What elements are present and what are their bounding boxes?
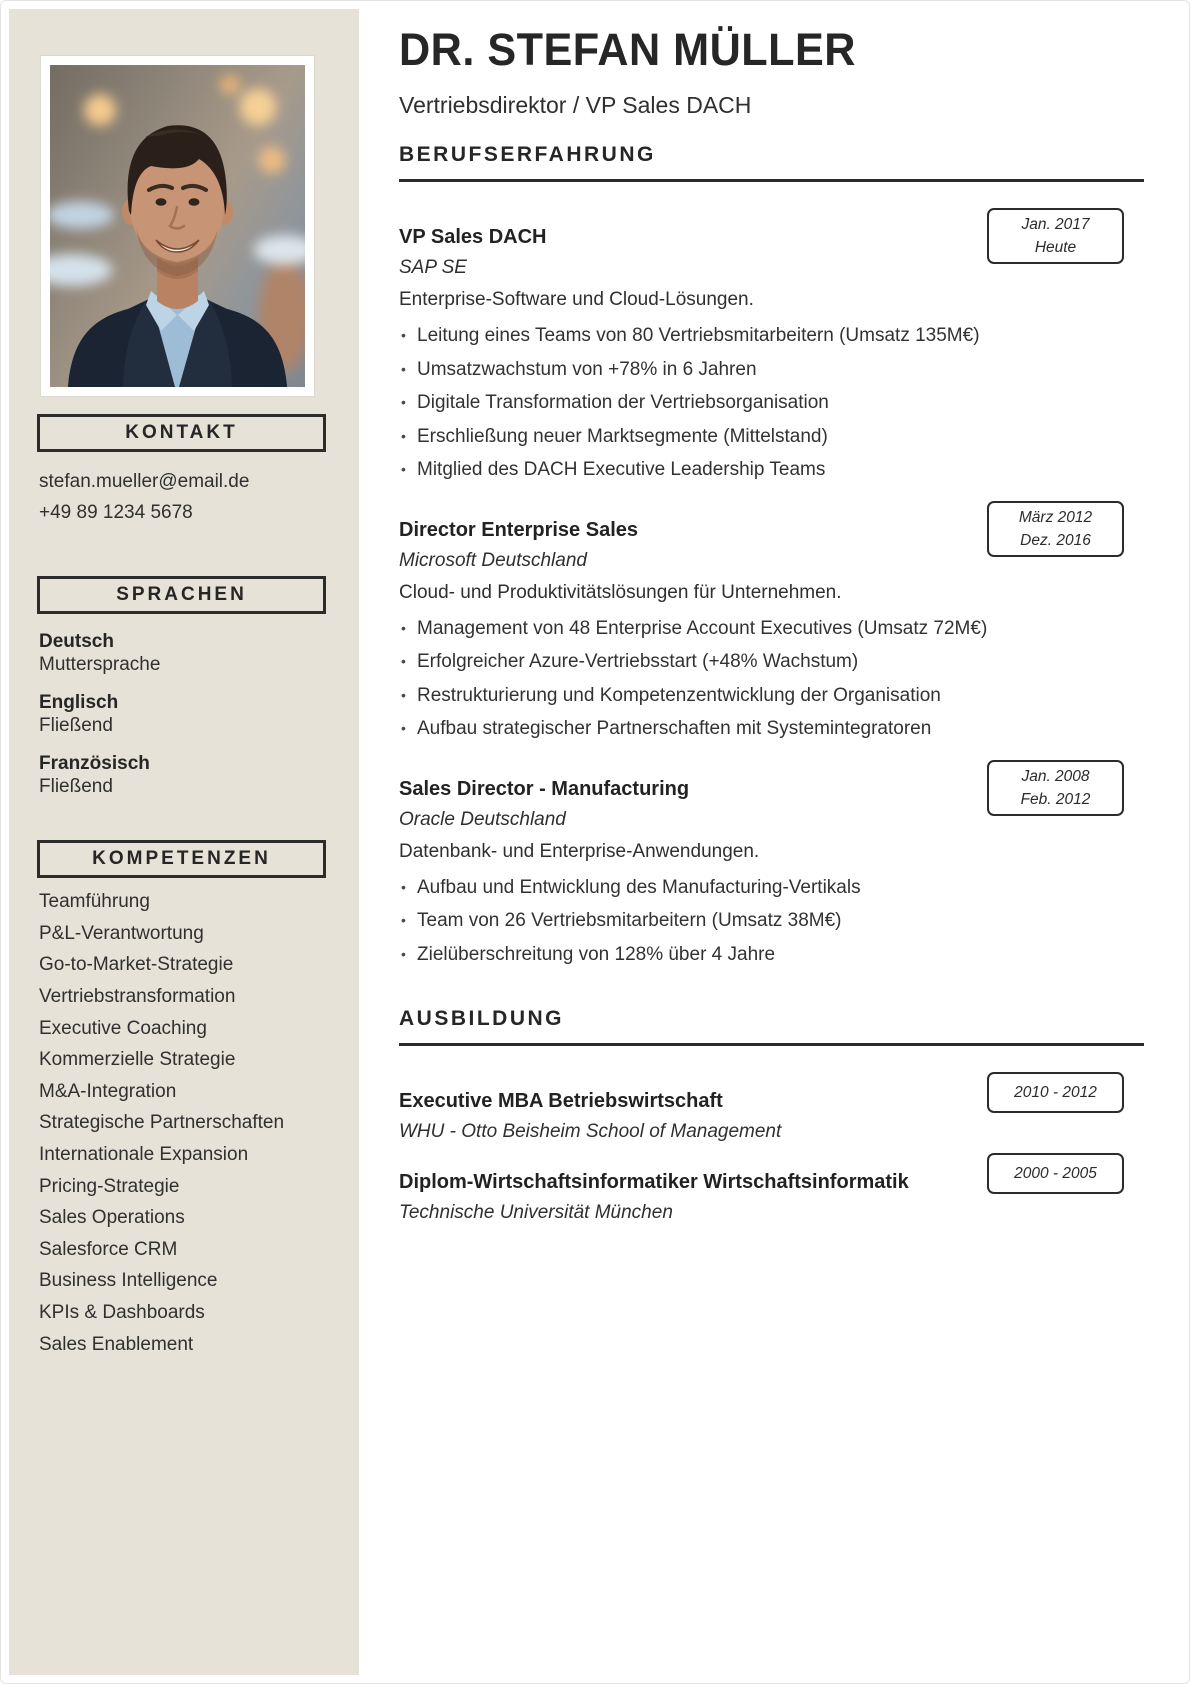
skill-item: Sales Enablement [39, 1333, 194, 1355]
language-item [39, 691, 334, 737]
contact-email: stefan.mueller@email.de [39, 471, 250, 492]
job-title: Sales Director - Manufacturing [399, 777, 690, 800]
language-name: Deutsch [39, 631, 114, 652]
skill-item: Pricing-Strategie [39, 1175, 180, 1197]
education-section [399, 1007, 1144, 1226]
profile-photo [50, 65, 305, 387]
person-name: DR. STEFAN MÜLLER [399, 24, 856, 75]
sidebar [9, 9, 359, 1675]
job-date-badge [987, 760, 1124, 816]
profile-photo-frame [41, 56, 314, 396]
education-heading: AUSBILDUNG [399, 1007, 1144, 1046]
skill-item: P&L-Verantwortung [39, 922, 204, 944]
skill-item: Internationale Expansion [39, 1144, 249, 1166]
skill-item: Kommerzielle Strategie [39, 1049, 236, 1071]
language-item [39, 752, 334, 798]
experience-heading: BERUFSERFAHRUNG [399, 143, 1144, 182]
skills-list [37, 886, 334, 1360]
job-bullet: • Erschließung neuer Marktsegmente (Mittelstand) [399, 420, 1144, 454]
skills-heading-box [37, 840, 326, 878]
date-end: Feb. 2012 [1020, 790, 1091, 808]
job-bullet: • Aufbau und Entwicklung des Manufacturing-Vertikals [399, 871, 1144, 905]
language-item [39, 630, 334, 676]
skill-item: Teamführung [39, 891, 150, 913]
skill-item: Salesforce CRM [39, 1238, 178, 1260]
job-bullets [399, 612, 1144, 746]
education-date-badge: 2000 - 2005 [987, 1153, 1124, 1194]
education-school: WHU - Otto Beisheim School of Management [399, 1121, 782, 1142]
skill-item: Go-to-Market-Strategie [39, 954, 234, 976]
job-bullets [399, 319, 1144, 487]
job-description: Datenbank- und Enterprise-Anwendungen. [399, 840, 760, 862]
job-company: Microsoft Deutschland [399, 549, 587, 571]
language-level: Fließend [39, 776, 113, 797]
education-date-badge: 2010 - 2012 [987, 1072, 1124, 1113]
skill-item: Sales Operations [39, 1207, 185, 1229]
contact-phone: +49 89 1234 5678 [39, 502, 193, 523]
job-entry [399, 508, 1144, 746]
date-start: Jan. 2017 [1021, 216, 1090, 233]
job-bullet: • Digitale Transformation der Vertriebsorganisation [399, 386, 1144, 420]
job-date-badge [987, 208, 1124, 264]
job-bullet: • Aufbau strategischer Partnerschaften mit Systemintegratoren [399, 712, 1144, 746]
skill-item: Executive Coaching [39, 1017, 207, 1039]
job-bullet: • Umsatzwachstum von +78% in 6 Jahren [399, 353, 1144, 387]
skill-item: Strategische Partnerschaften [39, 1112, 285, 1134]
contact-heading-box [37, 414, 326, 452]
job-bullet: • Restrukturierung und Kompetenzentwicklung der Organisation [399, 679, 1144, 713]
job-description: Cloud- und Produktivitätslösungen für Unternehmen. [399, 581, 842, 603]
education-entry [399, 1165, 1144, 1226]
skill-item: Business Intelligence [39, 1270, 218, 1292]
skill-item: M&A-Integration [39, 1080, 177, 1102]
job-bullet: • Erfolgreicher Azure-Vertriebsstart (+48% Wachstum) [399, 645, 1144, 679]
date-end: Dez. 2016 [1020, 531, 1091, 549]
job-description: Enterprise-Software und Cloud-Lösungen. [399, 289, 754, 310]
job-date-badge [987, 501, 1124, 557]
job-bullet: • Mitglied des DACH Executive Leadership Teams [399, 453, 1144, 487]
languages-heading-box [37, 576, 326, 614]
job-bullets [399, 871, 1144, 972]
skill-item: KPIs & Dashboards [39, 1302, 205, 1324]
job-entry [399, 767, 1144, 972]
job-title: Director Enterprise Sales [399, 518, 638, 541]
language-level: Fließend [39, 715, 113, 736]
skill-item: Vertriebstransformation [39, 986, 236, 1008]
languages-list [37, 630, 334, 798]
job-company: SAP SE [399, 257, 467, 278]
education-school: Technische Universität München [399, 1202, 673, 1223]
language-level: Muttersprache [39, 654, 161, 675]
portrait-illustration [50, 65, 305, 387]
date-end: Heute [1034, 239, 1077, 256]
job-bullet: • Zielüberschreitung von 128% über 4 Jahre [399, 938, 1144, 972]
languages-heading: SPRACHEN [116, 584, 247, 605]
job-bullet: • Leitung eines Teams von 80 Vertriebsmitarbeitern (Umsatz 135M€) [399, 319, 1144, 353]
language-name: Englisch [39, 692, 119, 713]
experience-section [399, 143, 1144, 971]
contact-info [37, 466, 334, 528]
job-title: VP Sales DACH [399, 226, 547, 248]
job-bullet: • Management von 48 Enterprise Account Executives (Umsatz 72M€) [399, 612, 1144, 646]
skills-heading: KOMPETENZEN [92, 848, 271, 869]
job-entry [399, 216, 1144, 487]
person-job-title: Vertriebsdirektor / VP Sales DACH [399, 92, 752, 118]
language-name: Französisch [39, 753, 150, 774]
job-company: Oracle Deutschland [399, 808, 566, 830]
main-content [359, 9, 1181, 1675]
date-start: März 2012 [1018, 508, 1093, 526]
education-degree: Diplom-Wirtschaftsinformatiker Wirtschaftsinformatik [399, 1171, 909, 1193]
contact-heading: KONTAKT [125, 422, 238, 443]
education-entry [399, 1084, 1144, 1145]
education-degree: Executive MBA Betriebswirtschaft [399, 1090, 723, 1112]
date-start: Jan. 2008 [1021, 767, 1090, 785]
job-bullet: • Team von 26 Vertriebsmitarbeitern (Umsatz 38M€) [399, 904, 1144, 938]
